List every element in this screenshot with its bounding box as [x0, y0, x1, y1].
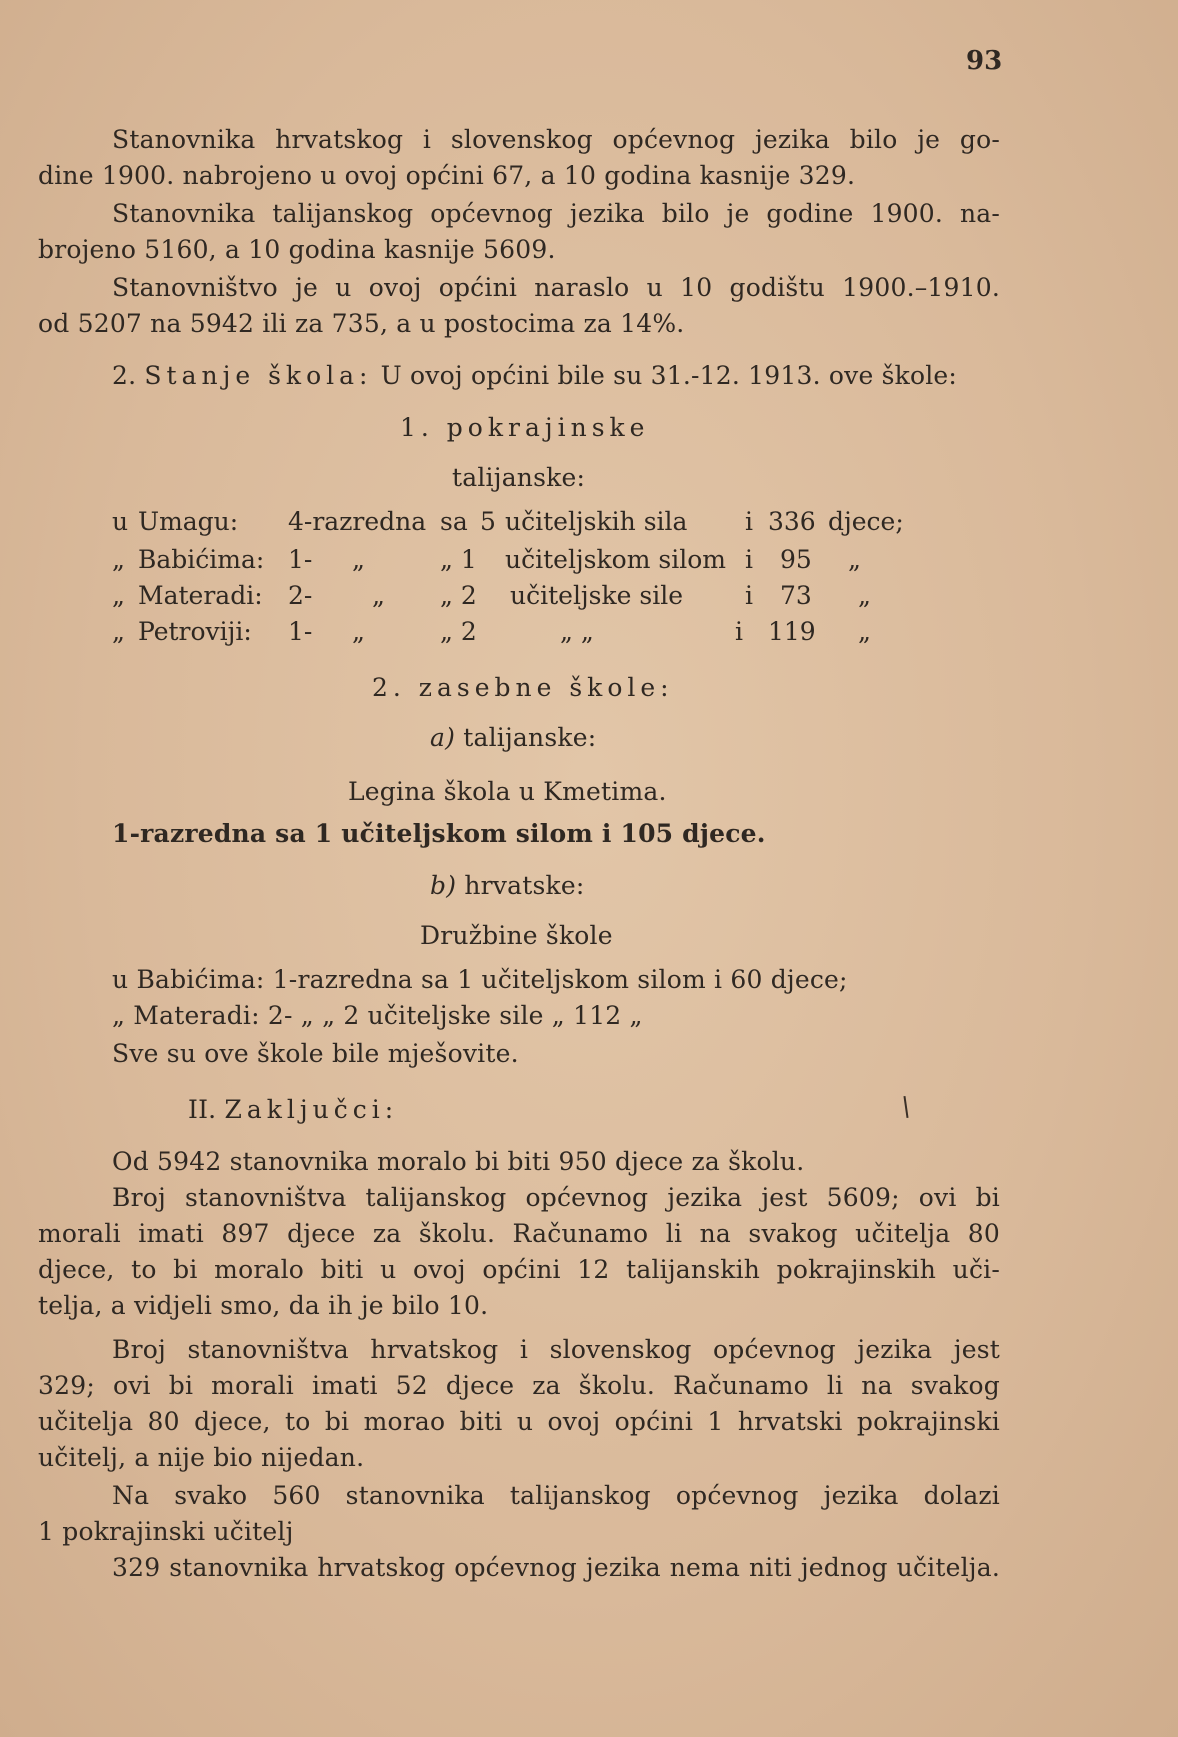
table-cell: Umagu: [138, 507, 239, 536]
subheading-zasebne: 2. zasebne škole: [372, 673, 674, 702]
list-marker: a) [430, 723, 456, 752]
table-cell: „ 2 [440, 581, 477, 610]
table-cell: 1- [288, 617, 313, 646]
paragraph-line: dine 1900. nabrojeno u ovoj općini 67, a 10 godina kasnije 329. [38, 161, 856, 190]
table-row: „ Materadi: 2- „ „ 2 učiteljske sile „ 112 „ [112, 1001, 643, 1030]
table-cell: „ 2 [440, 617, 477, 646]
table-cell: „ [112, 617, 125, 646]
section-text: U ovoj općini bile su 31.-12. 1913. ove škole: [380, 361, 958, 390]
table-cell: „ [352, 617, 365, 646]
paragraph-line: 1 pokrajinski učitelj [38, 1517, 294, 1546]
section-number: II. [188, 1095, 217, 1124]
table-cell: „ 1 [440, 545, 477, 574]
table-cell: učiteljske sile [510, 581, 684, 610]
table-cell: 4-razredna [288, 507, 427, 536]
druzbine-title: Družbine škole [420, 921, 613, 950]
paragraph-line: morali imati 897 djece za školu. Računamo li na svakog učitelja 80 [38, 1219, 1000, 1248]
paragraph-line: Na svako 560 stanovnika talijanskog općevnog jezika dolazi [112, 1481, 1000, 1510]
table-cell: „ „ [560, 617, 594, 646]
legina-detail: 1-razredna sa 1 učiteljskom silom i 105 djece. [112, 819, 766, 848]
legina-title: Legina škola u Kmetima. [348, 777, 667, 806]
subheading-talijanske: talijanske: [452, 463, 586, 492]
subheading-b [430, 870, 584, 902]
table-cell: 119 [768, 617, 816, 646]
paragraph-line: telja, a vidjeli smo, da ih je bilo 10. [38, 1291, 489, 1320]
table-cell: Babićima: [138, 545, 265, 574]
table-cell: i [735, 617, 743, 646]
table-cell: i [745, 507, 753, 536]
section-line [112, 360, 957, 392]
table-cell: djece; [828, 507, 904, 536]
paragraph-line: Stanovnika hrvatskog i slovenskog općevnog jezika bilo je go- [112, 125, 1000, 154]
table-cell: 1- [288, 545, 313, 574]
paragraph-line: učitelja 80 djece, to bi morao biti u ovoj općini 1 hrvatski pokrajinski [38, 1407, 1000, 1436]
table-cell: „ [352, 545, 365, 574]
paragraph-line: Broj stanovništva talijanskog općevnog jezika jest 5609; ovi bi [112, 1183, 1000, 1212]
table-cell: „ [848, 545, 861, 574]
list-marker: b) [430, 871, 457, 900]
table-cell: 5 [480, 507, 496, 536]
paragraph-line: Od 5942 stanovnika moralo bi biti 950 djece za školu. [112, 1147, 805, 1176]
subheading-pokrajinske: 1. pokrajinske [400, 413, 650, 442]
table-row: u Babićima: 1-razredna sa 1 učiteljskom silom i 60 djece; [112, 965, 848, 994]
table-cell: „ [112, 545, 125, 574]
table-cell: Petroviji: [138, 617, 252, 646]
paragraph-line: Broj stanovništva hrvatskog i slovenskog općevnog jezika jest [112, 1335, 1000, 1364]
section-heading: Stanje škola: [144, 361, 373, 390]
table-cell: 336 [768, 507, 816, 536]
paragraph-line: Stanovnika talijanskog općevnog jezika bilo je godine 1900. na- [112, 199, 1000, 228]
table-cell: učiteljskom silom [505, 545, 726, 574]
page-number: 93 [966, 46, 1003, 76]
table-cell: učiteljskih sila [505, 507, 688, 536]
section-number: 2. [112, 361, 137, 390]
paragraph-line: od 5207 na 5942 ili za 735, a u postocima za 14%. [38, 309, 685, 338]
pencil-mark [903, 1096, 908, 1118]
list-label: talijanske: [463, 723, 597, 752]
table-cell: „ [858, 617, 871, 646]
section-title: Zaključci: [224, 1095, 399, 1124]
subheading-a [430, 722, 596, 754]
paragraph-line: Stanovništvo je u ovoj općini naraslo u 10 godištu 1900.–1910. [112, 273, 1000, 302]
table-cell: i [745, 545, 753, 574]
paragraph-line: 329; ovi bi morali imati 52 djece za školu. Računamo li na svakog [38, 1371, 1000, 1400]
table-cell: 2- [288, 581, 313, 610]
table-cell: u [112, 507, 129, 536]
table-cell: „ [112, 581, 125, 610]
paragraph-line: djece, to bi moralo biti u ovoj općini 12 talijanskih pokrajinskih uči- [38, 1255, 1000, 1284]
table-cell: Materadi: [138, 581, 263, 610]
table-cell: i [745, 581, 753, 610]
section-heading-zakljucci [188, 1094, 398, 1126]
table-cell: 95 [780, 545, 812, 574]
table-cell: „ [858, 581, 871, 610]
list-label: hrvatske: [464, 871, 585, 900]
table-cell: 73 [780, 581, 812, 610]
paragraph-line: Sve su ove škole bile mješovite. [112, 1039, 519, 1068]
paragraph-line: brojeno 5160, a 10 godina kasnije 5609. [38, 235, 556, 264]
table-cell: „ [372, 581, 385, 610]
paragraph-line: učitelj, a nije bio nijedan. [38, 1443, 365, 1472]
table-cell: sa [440, 507, 468, 536]
paragraph-line: 329 stanovnika hrvatskog općevnog jezika nema niti jednog učitelja. [112, 1553, 1000, 1582]
